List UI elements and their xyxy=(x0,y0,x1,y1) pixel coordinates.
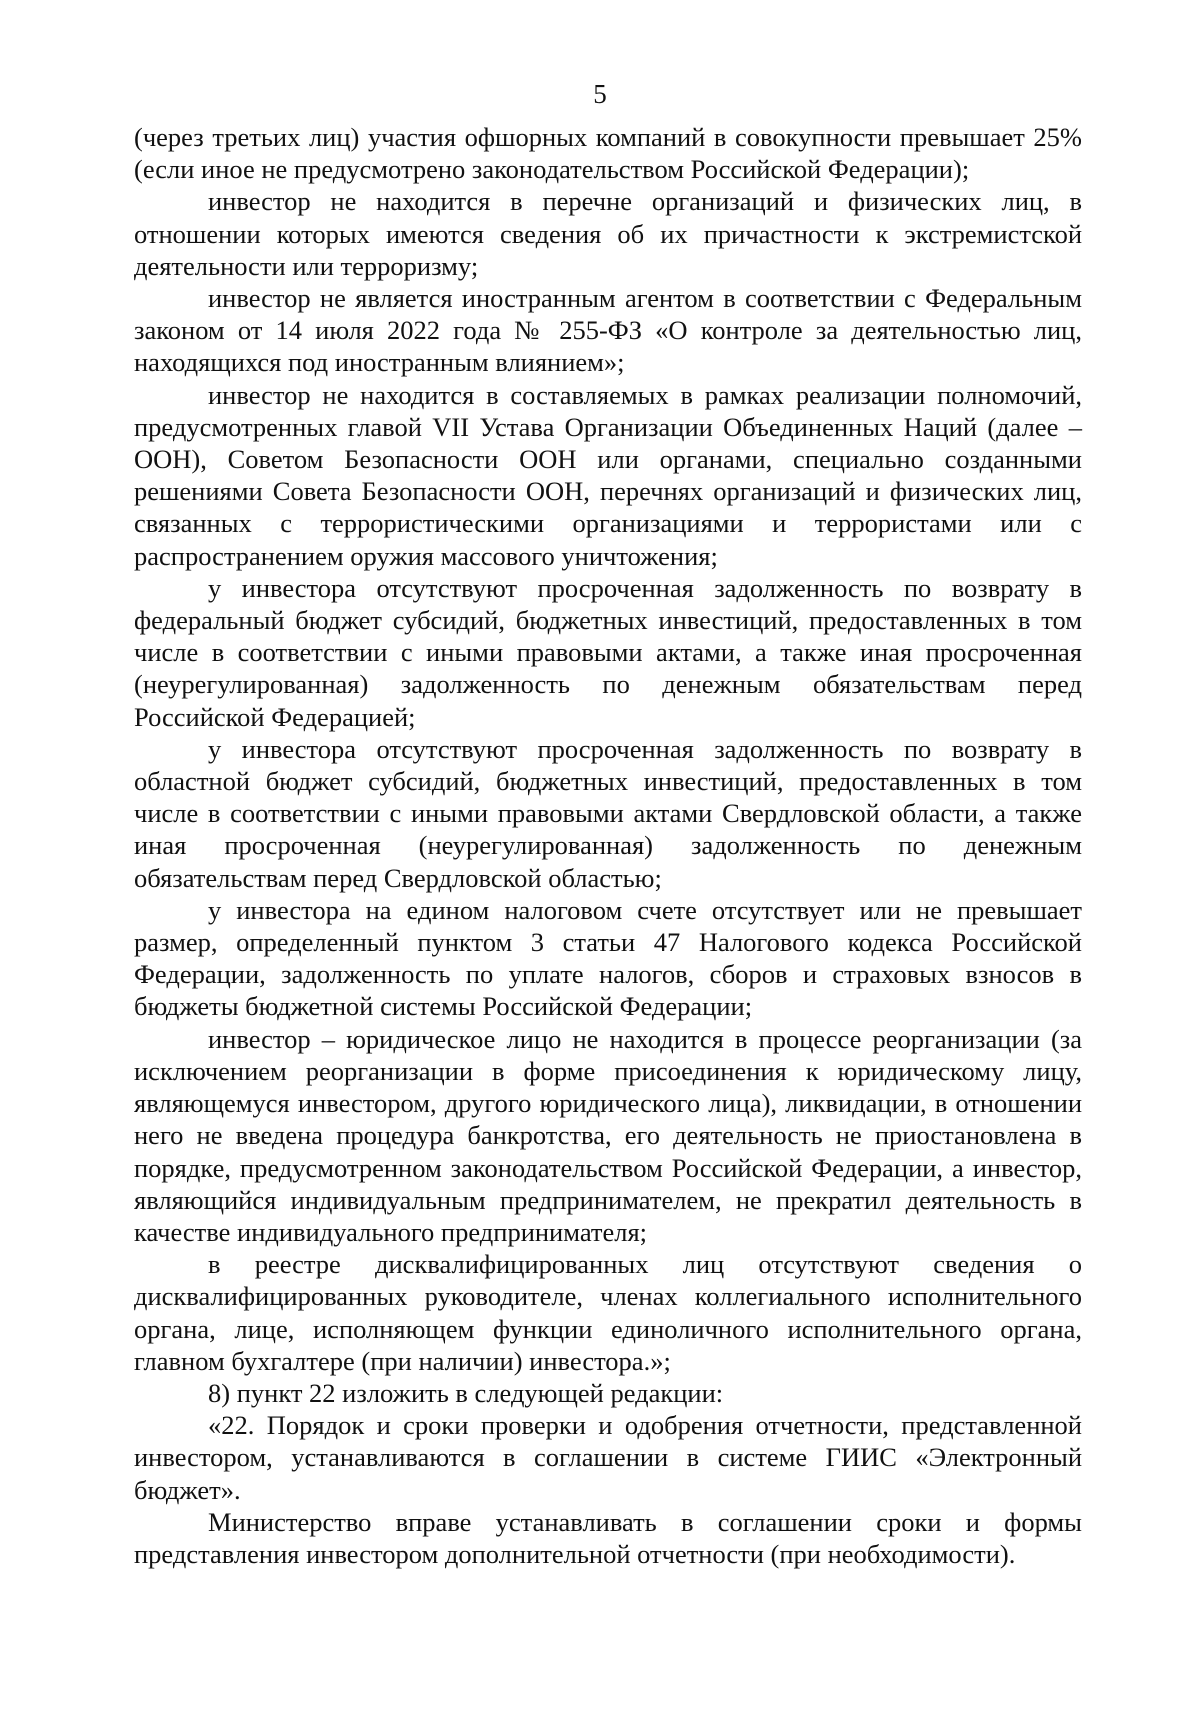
paragraph-reorganization: инвестор – юридическое лицо не находится в процессе реорганизации (за исключением реорганизации в форме присоединения к юридическому лицу, являющемуся инвестором, другого юридического лица), ликвидации, в отношении него не введена процедура банкротства, его деятельность не приостановлена в порядке, предусмотренном законодательством Российской Федерации, а инвестор, являющийся индивидуальным предпринимателем, не прекратил деятельность в качестве индивидуального предпринимателя; xyxy=(134,1023,1082,1247)
paragraph-extremism-list: инвестор не находится в перечне организаций и физических лиц, в отношении которых имеются сведения об их причастности к экстремистской деятельности или терроризму; xyxy=(134,186,1082,281)
document-body xyxy=(134,121,1082,1570)
page-number: 5 xyxy=(593,79,607,109)
paragraph-un-sanctions: инвестор не находится в составляемых в рамках реализации полномочий, предусмотренных главой VII Устава Организации Объединенных Наций (далее – ООН), Советом Безопасности ООН или органами, специально созданными решениями Совета Безопасности ООН, перечнях организаций и физических лиц, связанных с террористическими организациями и террористами или с распространением оружия массового уничтожения; xyxy=(134,379,1082,571)
paragraph-foreign-agent: инвестор не является иностранным агентом в соответствии с Федеральным законом от 14 июля 2022 года № 255-ФЗ «О контроле за деятельностью лиц, находящихся под иностранным влиянием»; xyxy=(134,283,1082,378)
paragraph-item-22-heading: 8) пункт 22 изложить в следующей редакции: xyxy=(208,1377,724,1408)
paragraph-federal-debt: у инвестора отсутствуют просроченная задолженность по возврату в федеральный бюджет субсидий, бюджетных инвестиций, предоставленных в том числе в соответствии с иными правовыми актами, а также иная просроченная (неурегулированная) задолженность по денежным обязательствам перед Российской Федерацией; xyxy=(134,572,1082,732)
paragraph-offshore-participation: (через третьих лиц) участия офшорных компаний в совокупности превышает 25% (если иное не предусмотрено законодательством Российской Федерации); xyxy=(134,122,1082,185)
paragraph-item-22-text: «22. Порядок и сроки проверки и одобрения отчетности, представленной инвестором, устанавливаются в соглашении в системе ГИИС «Электронный бюджет». xyxy=(134,1410,1082,1505)
paragraph-disqualified-persons: в реестре дисквалифицированных лиц отсутствуют сведения о дисквалифицированных руководителе, членах коллегиального исполнительного органа, лице, исполняющем функции единоличного исполнительного органа, главном бухгалтере (при наличии) инвестора.»; xyxy=(134,1249,1082,1376)
paragraph-tax-debt: у инвестора на едином налоговом счете отсутствует или не превышает размер, определенный пунктом 3 статьи 47 Налогового кодекса Российской Федерации, задолженность по уплате налогов, сборов и страховых взносов в бюджеты бюджетной системы Российской Федерации; xyxy=(134,894,1082,1022)
paragraph-regional-debt: у инвестора отсутствуют просроченная задолженность по возврату в областной бюджет субсидий, бюджетных инвестиций, предоставленных в том числе в соответствии с иными правовыми актами Свердловской области, а также иная просроченная (неурегулированная) задолженность по денежным обязательствам перед Свердловской областью; xyxy=(134,733,1082,893)
paragraph-additional-reporting: Министерство вправе устанавливать в соглашении сроки и формы представления инвестором дополнительной отчетности (при необходимости). xyxy=(134,1506,1082,1569)
